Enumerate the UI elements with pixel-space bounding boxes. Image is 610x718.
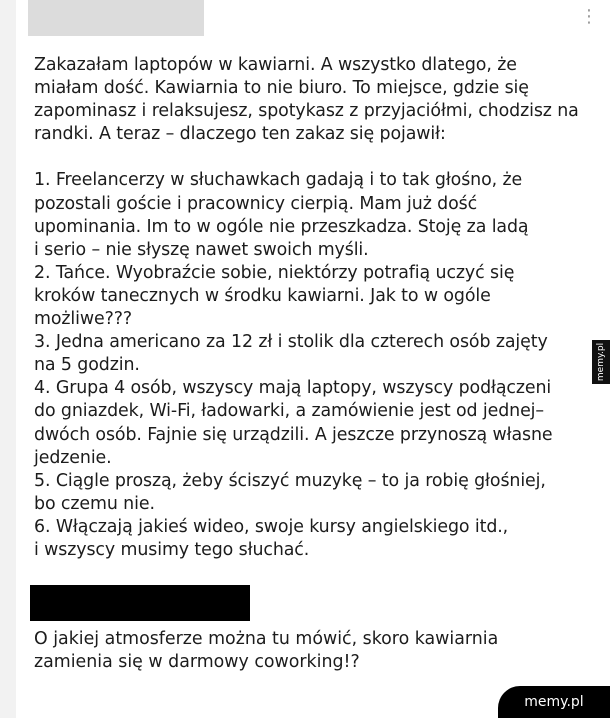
- redacted-username: [28, 0, 204, 36]
- redacted-reply-author: [30, 585, 250, 621]
- more-options-icon[interactable]: ⋮: [580, 6, 598, 27]
- side-watermark: [592, 340, 610, 384]
- post-body-text: Zakazałam laptopów w kawiarni. A wszystko dlatego, że miałam dość. Kawiarnia to nie biuro. To miejsce, gdzie się zapominasz i relaksujesz, spotykasz z przyjaciółmi, chodzisz na randki. A teraz – dlaczego ten zakaz się pojawił: 1. Freelancerzy w słuchawkach gadają i to tak głośno, że pozostali goście i pracownicy cierpią. Mam już dość upominania. Im to w ogóle nie przeszkadza. Stoję za ladą i serio – nie słyszę nawet swoich myśli. 2. Tańce. Wyobraźcie sobie, niektórzy potrafią uczyć się kroków tanecznych w środku kawiarni. Jak to w ogóle możliwe??? 3. Jedna americano za 12 zł i stolik dla czterech osób zajęty na 5 godzin. 4. Grupa 4 osób, wszyscy mają laptopy, wszyscy podłączeni do gniazdek, Wi-Fi, ładowarki, a zamówienie jest od jednej– dwóch osób. Fajnie się urządzili. A jeszcze przynoszą własne jedzenie. 5. Ciągle proszą, żeby ściszyć muzykę – to ja robię głośniej, bo czemu nie. 6. Włączają jakieś wideo, swoje kursy angielskiego itd., i wszyscy musimy tego słuchać.: [34, 55, 579, 560]
- corner-watermark-label: memy.pl: [524, 694, 584, 710]
- left-margin-strip: [0, 0, 16, 718]
- side-watermark-label: memy.pl: [596, 342, 607, 382]
- corner-watermark[interactable]: [498, 686, 610, 718]
- reply-text: O jakiej atmosferze można tu mówić, skoro kawiarnia zamienia się w darmowy coworking!?: [34, 629, 499, 673]
